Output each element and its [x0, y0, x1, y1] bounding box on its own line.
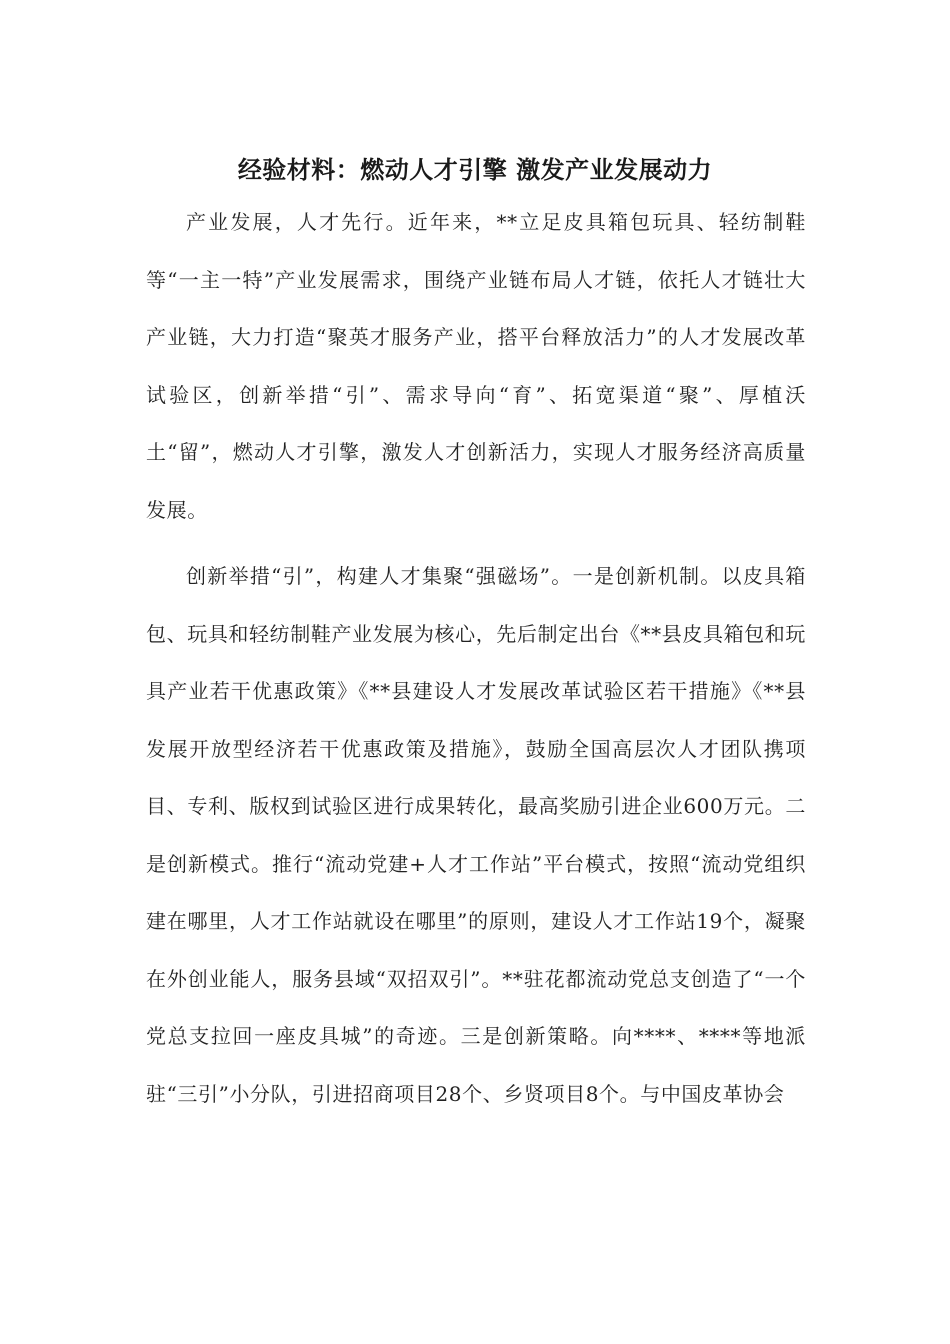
paragraph-recruitment: 创新举措“引”，构建人才集聚“强磁场”。一是创新机制。以皮具箱包、玩具和轻纺制鞋产业发展为核心，先后制定出台《**县皮具箱包和玩具产业若干优惠政策》《**县建设人才发展改革试验区若干措施》《**县发展开放型经济若干优惠政策及措施》，鼓励全国高层次人才团队携项目、专利、版权到试验区进行成果转化，最高奖励引进企业600万元。二是创新模式。推行“流动党建+人才工作站”平台模式，按照“流动党组织建在哪里，人才工作站就设在哪里”的原则，建设人才工作站19个，凝聚在外创业能人，服务县域“双招双引”。**驻花都流动党总支创造了“一个党总支拉回一座皮具城”的奇迹。三是创新策略。向****、****等地派驻“三引”小分队，引进招商项目28个、乡贤项目8个。与中国皮革协会 — [146, 564, 806, 1106]
paragraph-intro: 产业发展，人才先行。近年来，**立足皮具箱包玩具、轻纺制鞋等“一主一特”产业发展需求，围绕产业链布局人才链，依托人才链壮大产业链，大力打造“聚英才服务产业，搭平台释放活力”的人才发展改革试验区，创新举措“引”、需求导向“育”、拓宽渠道“聚”、厚植沃土“留”，燃动人才引擎，激发人才创新活力，实现人才服务经济高质量发展。 — [146, 210, 806, 522]
document-title: 经验材料：燃动人才引擎 激发产业发展动力 — [237, 155, 713, 185]
